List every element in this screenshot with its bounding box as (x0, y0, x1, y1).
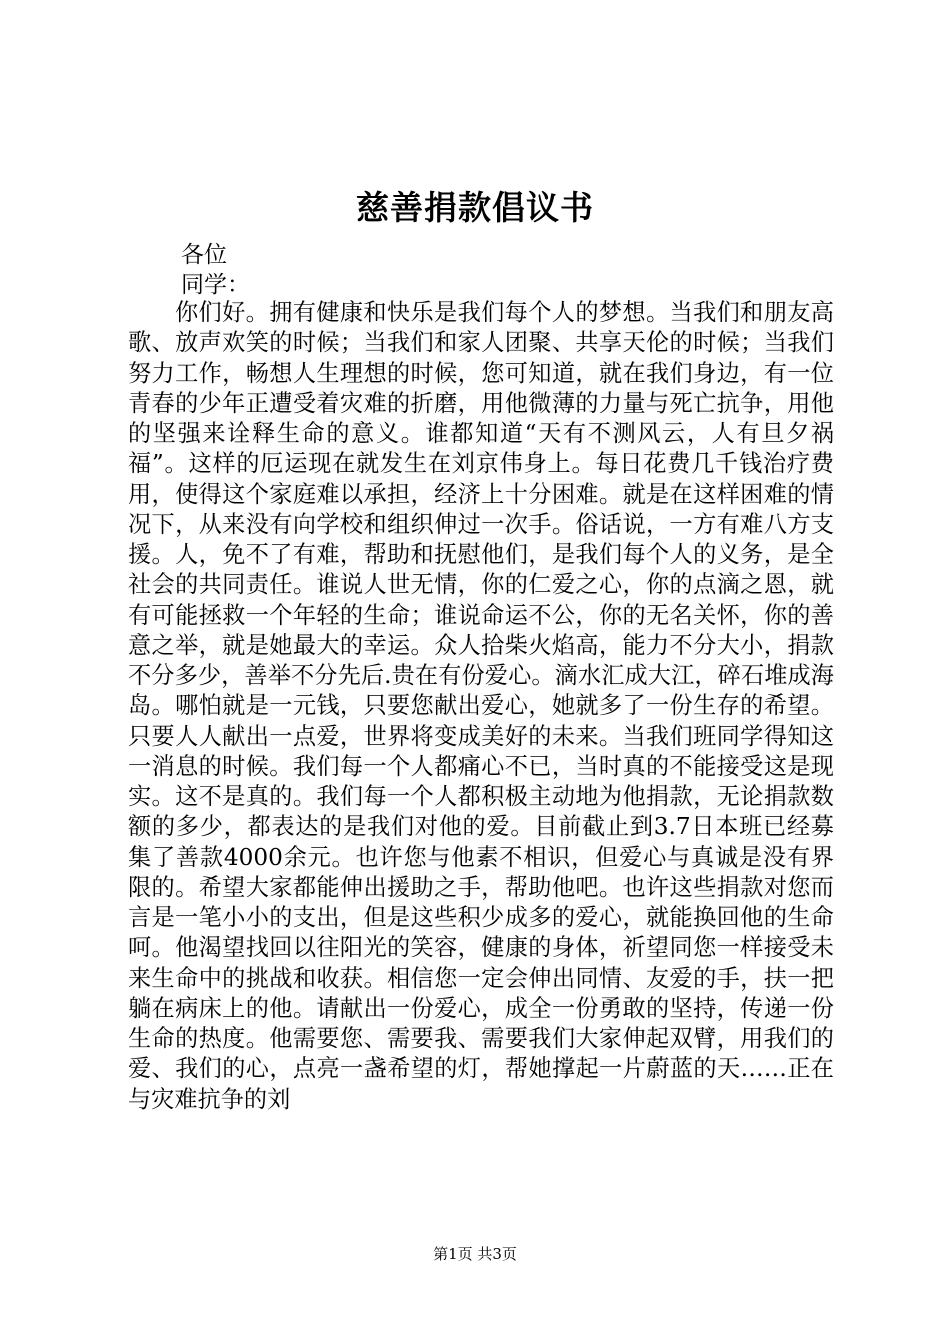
body-paragraph: 你们好。拥有健康和快乐是我们每个人的梦想。当我们和朋友高歌、放声欢笑的时候；当我们和家人团聚、共享天伦的时候；当我们努力工作，畅想人生理想的时候，您可知道，就在我们身边，有一位青春的少年正遭受着灾难的折磨，用他微薄的力量与死亡抗争，用他的坚强来诠释生命的意义。谁都知道“天有不测风云，人有旦夕祸福”。这样的厄运现在就发生在刘京伟身上。每日花费几千钱治疗费用，使得这个家庭难以承担，经济上十分困难。就是在这样困难的情况下，从来没有向学校和组织伸过一次手。俗话说，一方有难八方支援。人，免不了有难，帮助和抚慰他们，是我们每个人的义务，是全社会的共同责任。谁说人世无情，你的仁爱之心，你的点滴之恩，就有可能拯救一个年轻的生命；谁说命运不公，你的无名关怀，你的善意之举，就是她最大的幸运。众人拾柴火焰高，能力不分大小，捐款不分多少，善举不分先后.贵在有份爱心。滴水汇成大江，碎石堆成海岛。哪怕就是一元钱，只要您献出爱心，她就多了一份生存的希望。只要人人献出一点爱，世界将变成美好的未来。当我们班同学得知这一消息的时候。我们每一个人都痛心不已，当时真的不能接受这是现实。这不是真的。我们每一个人都积极主动地为他捐款，无论捐款数额的多少，都表达的是我们对他的爱。目前截止到3.7日本班已经募集了善款4000余元。也许您与他素不相识，但爱心与真诚是没有界限的。希望大家都能伸出援助之手，帮助他吧。也许这些捐款对您而言是一笔小小的支出，但是这些积少成多的爱心，就能换回他的生命呵。他渴望找回以往阳光的笑容，健康的身体，祈望同您一样接受未来生命中的挑战和收获。相信您一定会伸出同情、友爱的手，扶一把躺在病床上的他。请献出一份爱心，成全一份勇敢的坚持，传递一份生命的热度。他需要您、需要我、需要我们大家伸起双臂，用我们的爱、我们的心，点亮一盏希望的灯，帮她撑起一片蔚蓝的天……正在与灾难抗争的刘 (128, 299, 834, 1113)
document-title: 慈善捐款倡议书 (356, 188, 594, 227)
salutation-line-1: 各位 (181, 242, 227, 268)
salutation-line-2: 同学： (181, 272, 250, 298)
page-footer: 第1页 共3页 (433, 1245, 517, 1263)
